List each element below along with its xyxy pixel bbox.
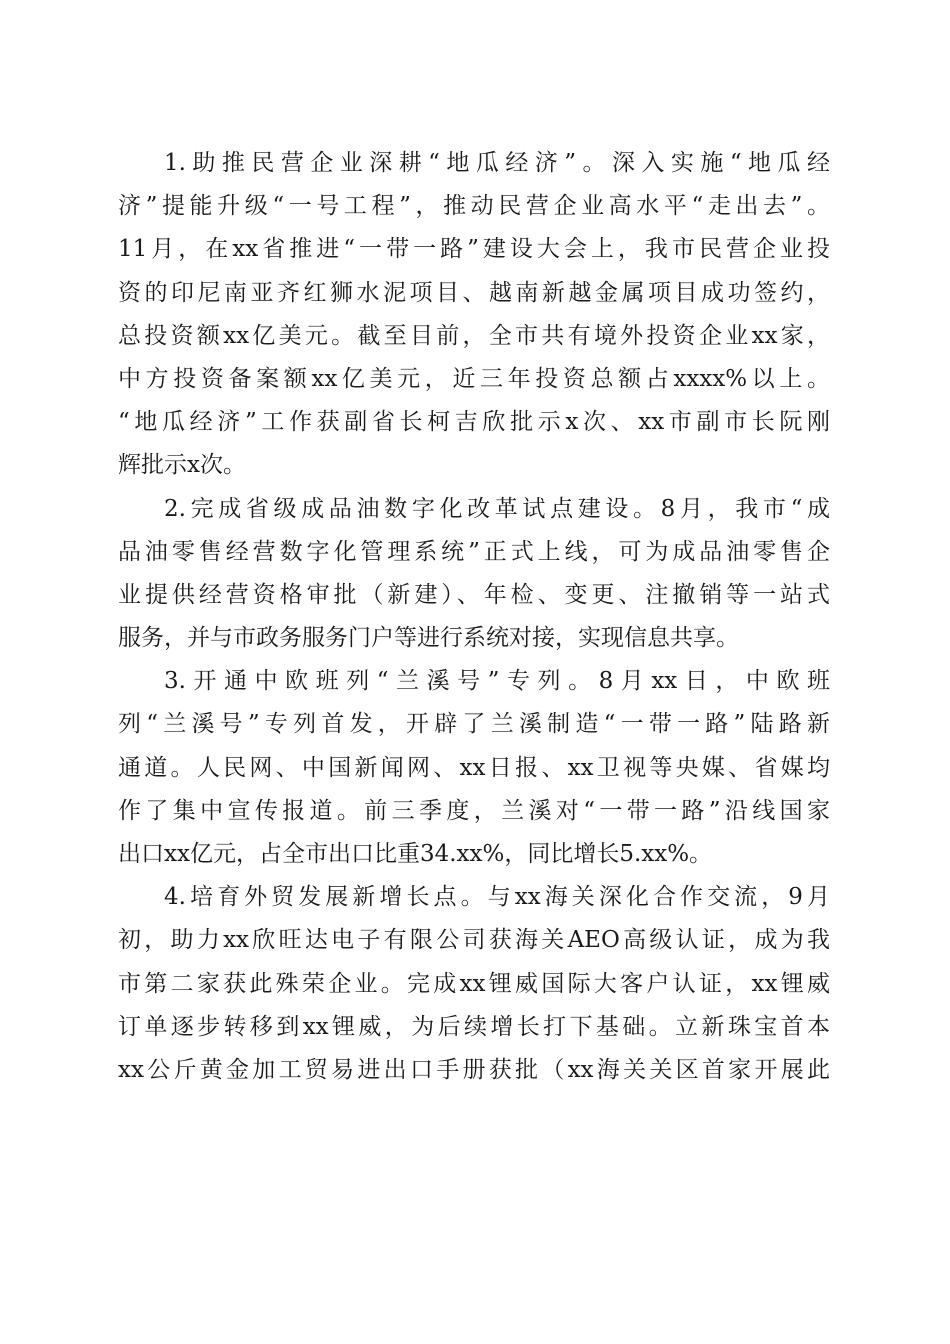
paragraph-1 <box>118 142 830 488</box>
text-line: 业提供经营资格审批（新建）、年检、变更、注撤销等一站式 <box>118 581 830 608</box>
text-line: 3.开通中欧班列“兰溪号”专列。8月xx日，中欧班 <box>164 668 830 695</box>
text-line: 出口xx亿元，占全市出口比重34.xx%，同比增长5.xx%。 <box>118 841 713 867</box>
paragraph-4 <box>118 876 830 1092</box>
text-line: 2.完成省级成品油数字化改革试点建设。8月，我市“成 <box>164 495 830 522</box>
text-line: 通道。人民网、中国新闻网、xx日报、xx卫视等央媒、省媒均 <box>118 754 830 781</box>
paragraph-2 <box>118 488 830 661</box>
text-line: 4.培育外贸发展新增长点。与xx海关深化合作交流，9月 <box>164 884 830 911</box>
text-line: 1.助推民营企业深耕“地瓜经济”。深入实施“地瓜经 <box>164 150 830 176</box>
text-line: xx公斤黄金加工贸易进出口手册获批（xx海关关区首家开展此 <box>118 1056 830 1083</box>
text-line: 初，助力xx欣旺达电子有限公司获海关AEO高级认证，成为我 <box>118 927 830 954</box>
text-line: 作了集中宣传报道。前三季度，兰溪对“一带一路”沿线国家 <box>118 797 830 824</box>
text-line: 列“兰溪号”专列首发，开辟了兰溪制造“一带一路”陆路新 <box>118 711 830 738</box>
document-body <box>118 142 830 1092</box>
text-line: 资的印尼南亚齐红狮水泥项目、越南新越金属项目成功签约， <box>118 279 830 306</box>
text-line: 订单逐步转移到xx锂威，为后续增长打下基础。立新珠宝首本 <box>118 1013 830 1040</box>
text-line: 辉批示x次。 <box>118 452 246 479</box>
text-line: 总投资额xx亿美元。截至目前，全市共有境外投资企业xx家， <box>118 322 830 349</box>
text-line: “地瓜经济”工作获副省长柯吉欣批示x次、xx市副市长阮刚 <box>118 409 830 436</box>
text-line: 服务，并与市政务服务门户等进行系统对接，实现信息共享。 <box>118 625 739 652</box>
text-line: 品油零售经营数字化管理系统”正式上线，可为成品油零售企 <box>118 538 830 565</box>
text-line: 市第二家获此殊荣企业。完成xx锂威国际大客户认证，xx锂威 <box>118 970 830 997</box>
paragraph-3 <box>118 660 830 876</box>
text-line: 11月，在xx省推进“一带一路”建设大会上，我市民营企业投 <box>118 236 830 263</box>
text-line: 济”提能升级“一号工程”，推动民营企业高水平“走出去”。 <box>118 193 830 220</box>
text-line: 中方投资备案额xx亿美元，近三年投资总额占xxxx%以上。 <box>118 365 830 392</box>
